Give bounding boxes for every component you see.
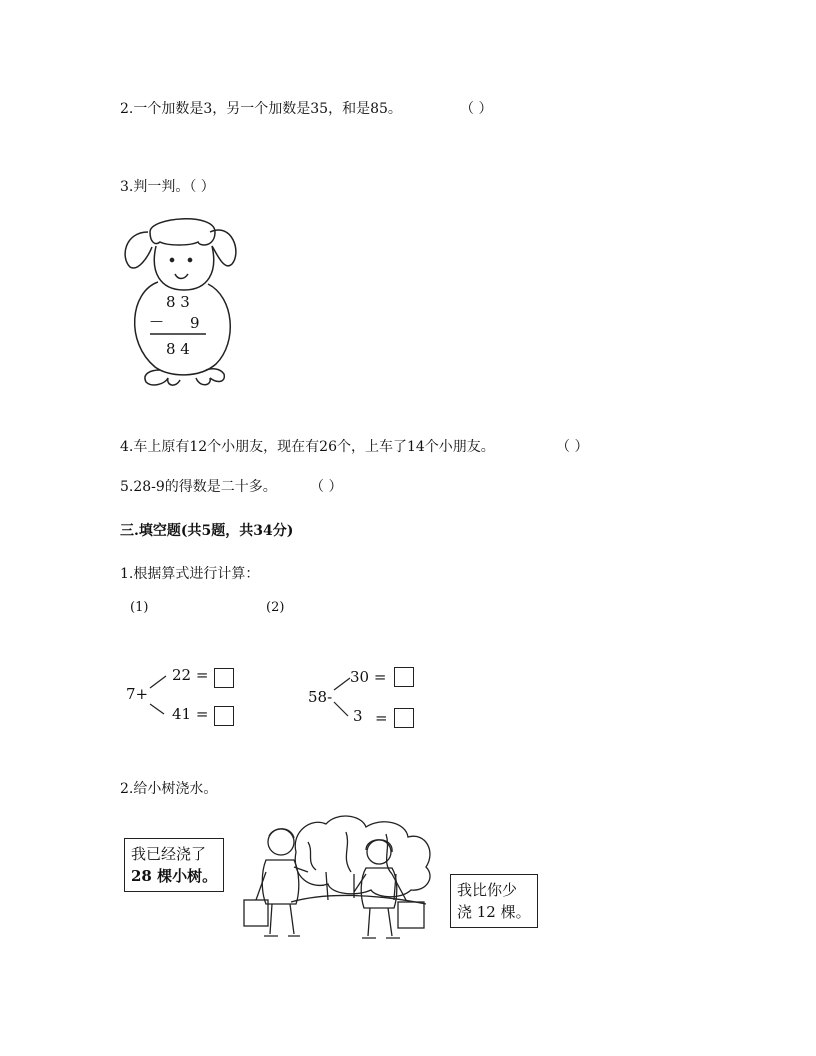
- calc-right-b-equals: =: [375, 709, 388, 727]
- question-4-text: 4.车上原有12个小朋友，现在有26个，上车了14个小朋友。: [120, 439, 495, 455]
- calc-right-base: 58-: [308, 688, 333, 706]
- fill-question-1-text: 1.根据算式进行计算：: [120, 566, 260, 582]
- boy-speech-line-1: 我已经浇了: [131, 845, 207, 863]
- question-4-answer-bracket[interactable]: （ ）: [556, 439, 589, 455]
- fill-label-1: (1): [130, 600, 149, 615]
- dog-calc-top: 8 3: [166, 293, 190, 311]
- fill-question-2-text: 2.给小树浇水。: [120, 781, 218, 797]
- dog-calc-minus: —: [150, 314, 163, 329]
- answer-box-right-b[interactable]: [394, 708, 414, 728]
- answer-box-left-b[interactable]: [214, 706, 234, 726]
- question-2: [120, 98, 402, 118]
- girl-speech-bubble: [450, 874, 538, 928]
- boy-speech-line-2: 28 棵小树。: [131, 867, 218, 885]
- fill-label-2: (2): [266, 600, 285, 615]
- question-2-answer-bracket[interactable]: （ ）: [460, 101, 493, 117]
- answer-box-right-a[interactable]: [394, 667, 414, 687]
- calc-right-a: 30 =: [350, 668, 387, 686]
- calc-left-a: 22 =: [172, 666, 209, 684]
- calc-left-base: 7+: [126, 685, 149, 703]
- calc-left-b: 41 =: [172, 705, 209, 723]
- question-5-text: 5.28-9的得数是二十多。: [120, 479, 277, 495]
- section-heading: 三.填空题(共5题，共34分): [120, 523, 294, 539]
- question-2-text: 2.一个加数是3，另一个加数是35，和是85。: [120, 101, 402, 117]
- girl-speech-line-1: 我比你少: [457, 881, 518, 899]
- calc-right-b: 3: [353, 707, 363, 725]
- dog-calc-result: 8 4: [166, 340, 190, 358]
- dog-calc-subtrahend: 9: [190, 314, 200, 332]
- watering-illustration: [236, 812, 466, 942]
- girl-speech-line-2: 浇 12 棵。: [457, 903, 531, 921]
- question-3-text: 3.判一判。（ ）: [120, 179, 215, 195]
- boy-speech-bubble: [124, 838, 224, 892]
- question-5-answer-bracket[interactable]: （ ）: [310, 479, 343, 495]
- answer-box-left-a[interactable]: [214, 668, 234, 688]
